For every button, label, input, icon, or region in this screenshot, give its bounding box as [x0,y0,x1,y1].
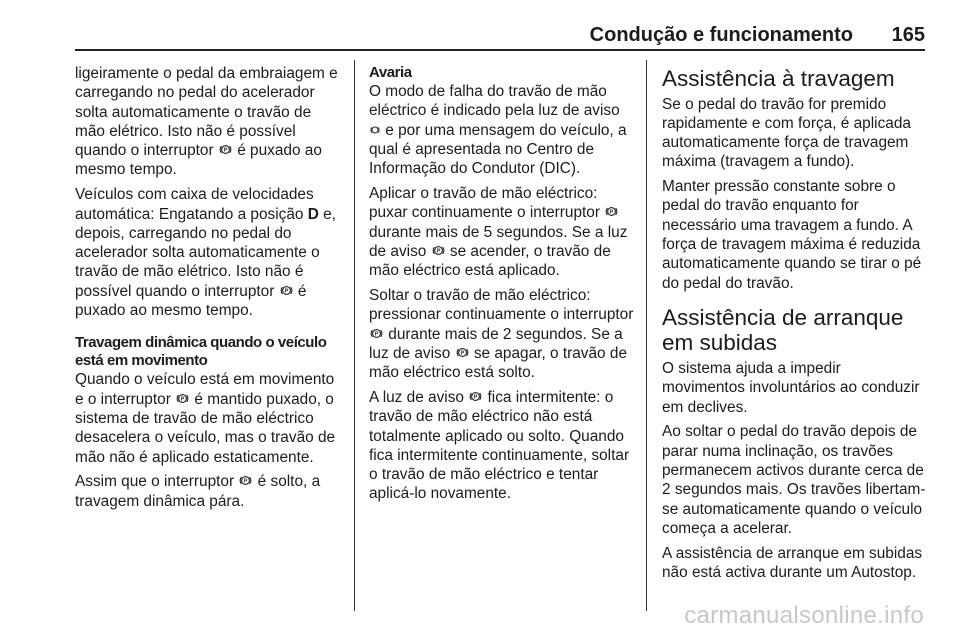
parking-brake-icon [469,390,482,403]
svg-text:P: P [609,209,614,216]
paragraph [369,184,635,280]
svg-text:P: P [436,248,440,255]
text: se apagar, o travão de mão eléctrico está solto. [369,344,628,382]
parking-brake-icon [605,205,618,218]
text: Aplicar o travão de mão eléctrico: puxar continuamente o interruptor [369,184,600,222]
watermark: carmanualsonline.info [684,602,924,629]
text: Assim que o interruptor [75,473,235,491]
column-middle [369,64,635,509]
column-divider-2 [646,60,647,611]
svg-text:P: P [223,147,228,154]
text: durante mais de 5 segundos. Se a luz de aviso [369,223,628,260]
paragraph [75,472,343,511]
brake-warning-small-icon [370,125,380,135]
paragraph: Ao soltar o pedal do travão depois de parar numa inclinação, os travões permanecem activos durante cerca de 2 segundos mais. Os travões libertam-se automaticamente quando o veículo começa a acelerar. [662,423,926,537]
text: é solto, a travagem dinâmica pára. [75,473,321,510]
column-left [75,64,343,516]
text: ligeiramente o pedal da embraiagem e carregando no pedal do acelerador solta automaticamente o travão de mão elétrico. Isto não é possível quando o interruptor [75,65,338,160]
svg-text:P: P [460,350,464,357]
svg-text:P: P [473,394,478,401]
text: Soltar o travão de mão eléctrico: pressionar continuamente o interruptor [369,286,634,324]
section-heading: Assistência de arranque em subidas [662,304,904,356]
paragraph: Se o pedal do travão for premido rapidamente e com força, é aplicada automaticamente força de travagem máxima (travagem a fundo). [662,95,911,171]
text: Veículos com caixa de velocidades automática: Engatando a posição [75,186,314,223]
column-right [662,66,926,588]
paragraph [369,388,635,504]
gear-position-d: D [307,205,319,223]
subheading: Avaria [369,64,412,81]
parking-brake-icon [280,284,293,297]
paragraph [369,286,635,382]
parking-brake-icon [219,143,232,156]
paragraph [75,370,343,466]
parking-brake-icon [456,346,469,359]
header-rule [75,49,925,51]
parking-brake-icon [432,244,445,257]
svg-text:P: P [284,288,288,295]
text: e por uma mensagem do veículo, a qual é apresentada no Centro de Informação do Condutor (DIC). [369,121,627,178]
paragraph: Manter pressão constante sobre o pedal do travão enquanto for necessário uma travagem a fundo. A força de travagem máxima é reduzida automaticamente quando se tirar o pé do pedal do travão. [662,178,922,292]
paragraph: O sistema ajuda a impedir movimentos involuntários ao conduzir em declives. [662,359,920,416]
text: é puxado ao mesmo tempo. [75,282,307,320]
text: é puxado ao mesmo tempo. [75,142,322,179]
text: Quando o veículo está em movimento e o interruptor [75,371,335,408]
page-header [75,22,925,49]
parking-brake-icon [239,474,252,487]
svg-text:P: P [244,478,248,485]
text: O modo de falha do travão de mão eléctrico é indicado pela luz de aviso [369,83,620,120]
text: durante mais de 2 segundos. Se a luz de aviso [369,325,623,362]
paragraph [75,64,343,180]
text: e, depois, carregando no pedal do acelerador solta automaticamente o travão de mão elétrico. Isto não é possível quando o interruptor [75,205,336,300]
paragraph [75,185,343,320]
section-title: Condução e funcionamento [589,24,853,46]
parking-brake-icon [370,327,383,340]
page-number: 165 [891,24,925,46]
subheading: Travagem dinâmica quando o veículo está em movimento [75,334,327,370]
text: se acender, o travão de mão eléctrico está aplicado. [369,242,611,280]
text: fica intermitente: o travão de mão eléctrico não está totalmente aplicado ou solto. Quando fica intermitente continuamente, soltar o travão de mão eléctrico e tentar aplicá-lo novamente. [369,388,630,503]
parking-brake-icon [176,392,189,405]
paragraph: A assistência de arranque em subidas não está activa durante um Autostop. [662,544,923,581]
paragraph [369,82,635,178]
text: A luz de aviso [369,388,464,406]
column-divider-1 [354,60,355,611]
svg-text:P: P [180,396,185,403]
text: é mantido puxado, o sistema de travão de mão eléctrico desacelera o veículo, mas o travão de mão não é aplicado estaticamente. [75,390,336,466]
section-heading: Assistência à travagem [662,66,895,91]
svg-text:P: P [374,331,379,338]
